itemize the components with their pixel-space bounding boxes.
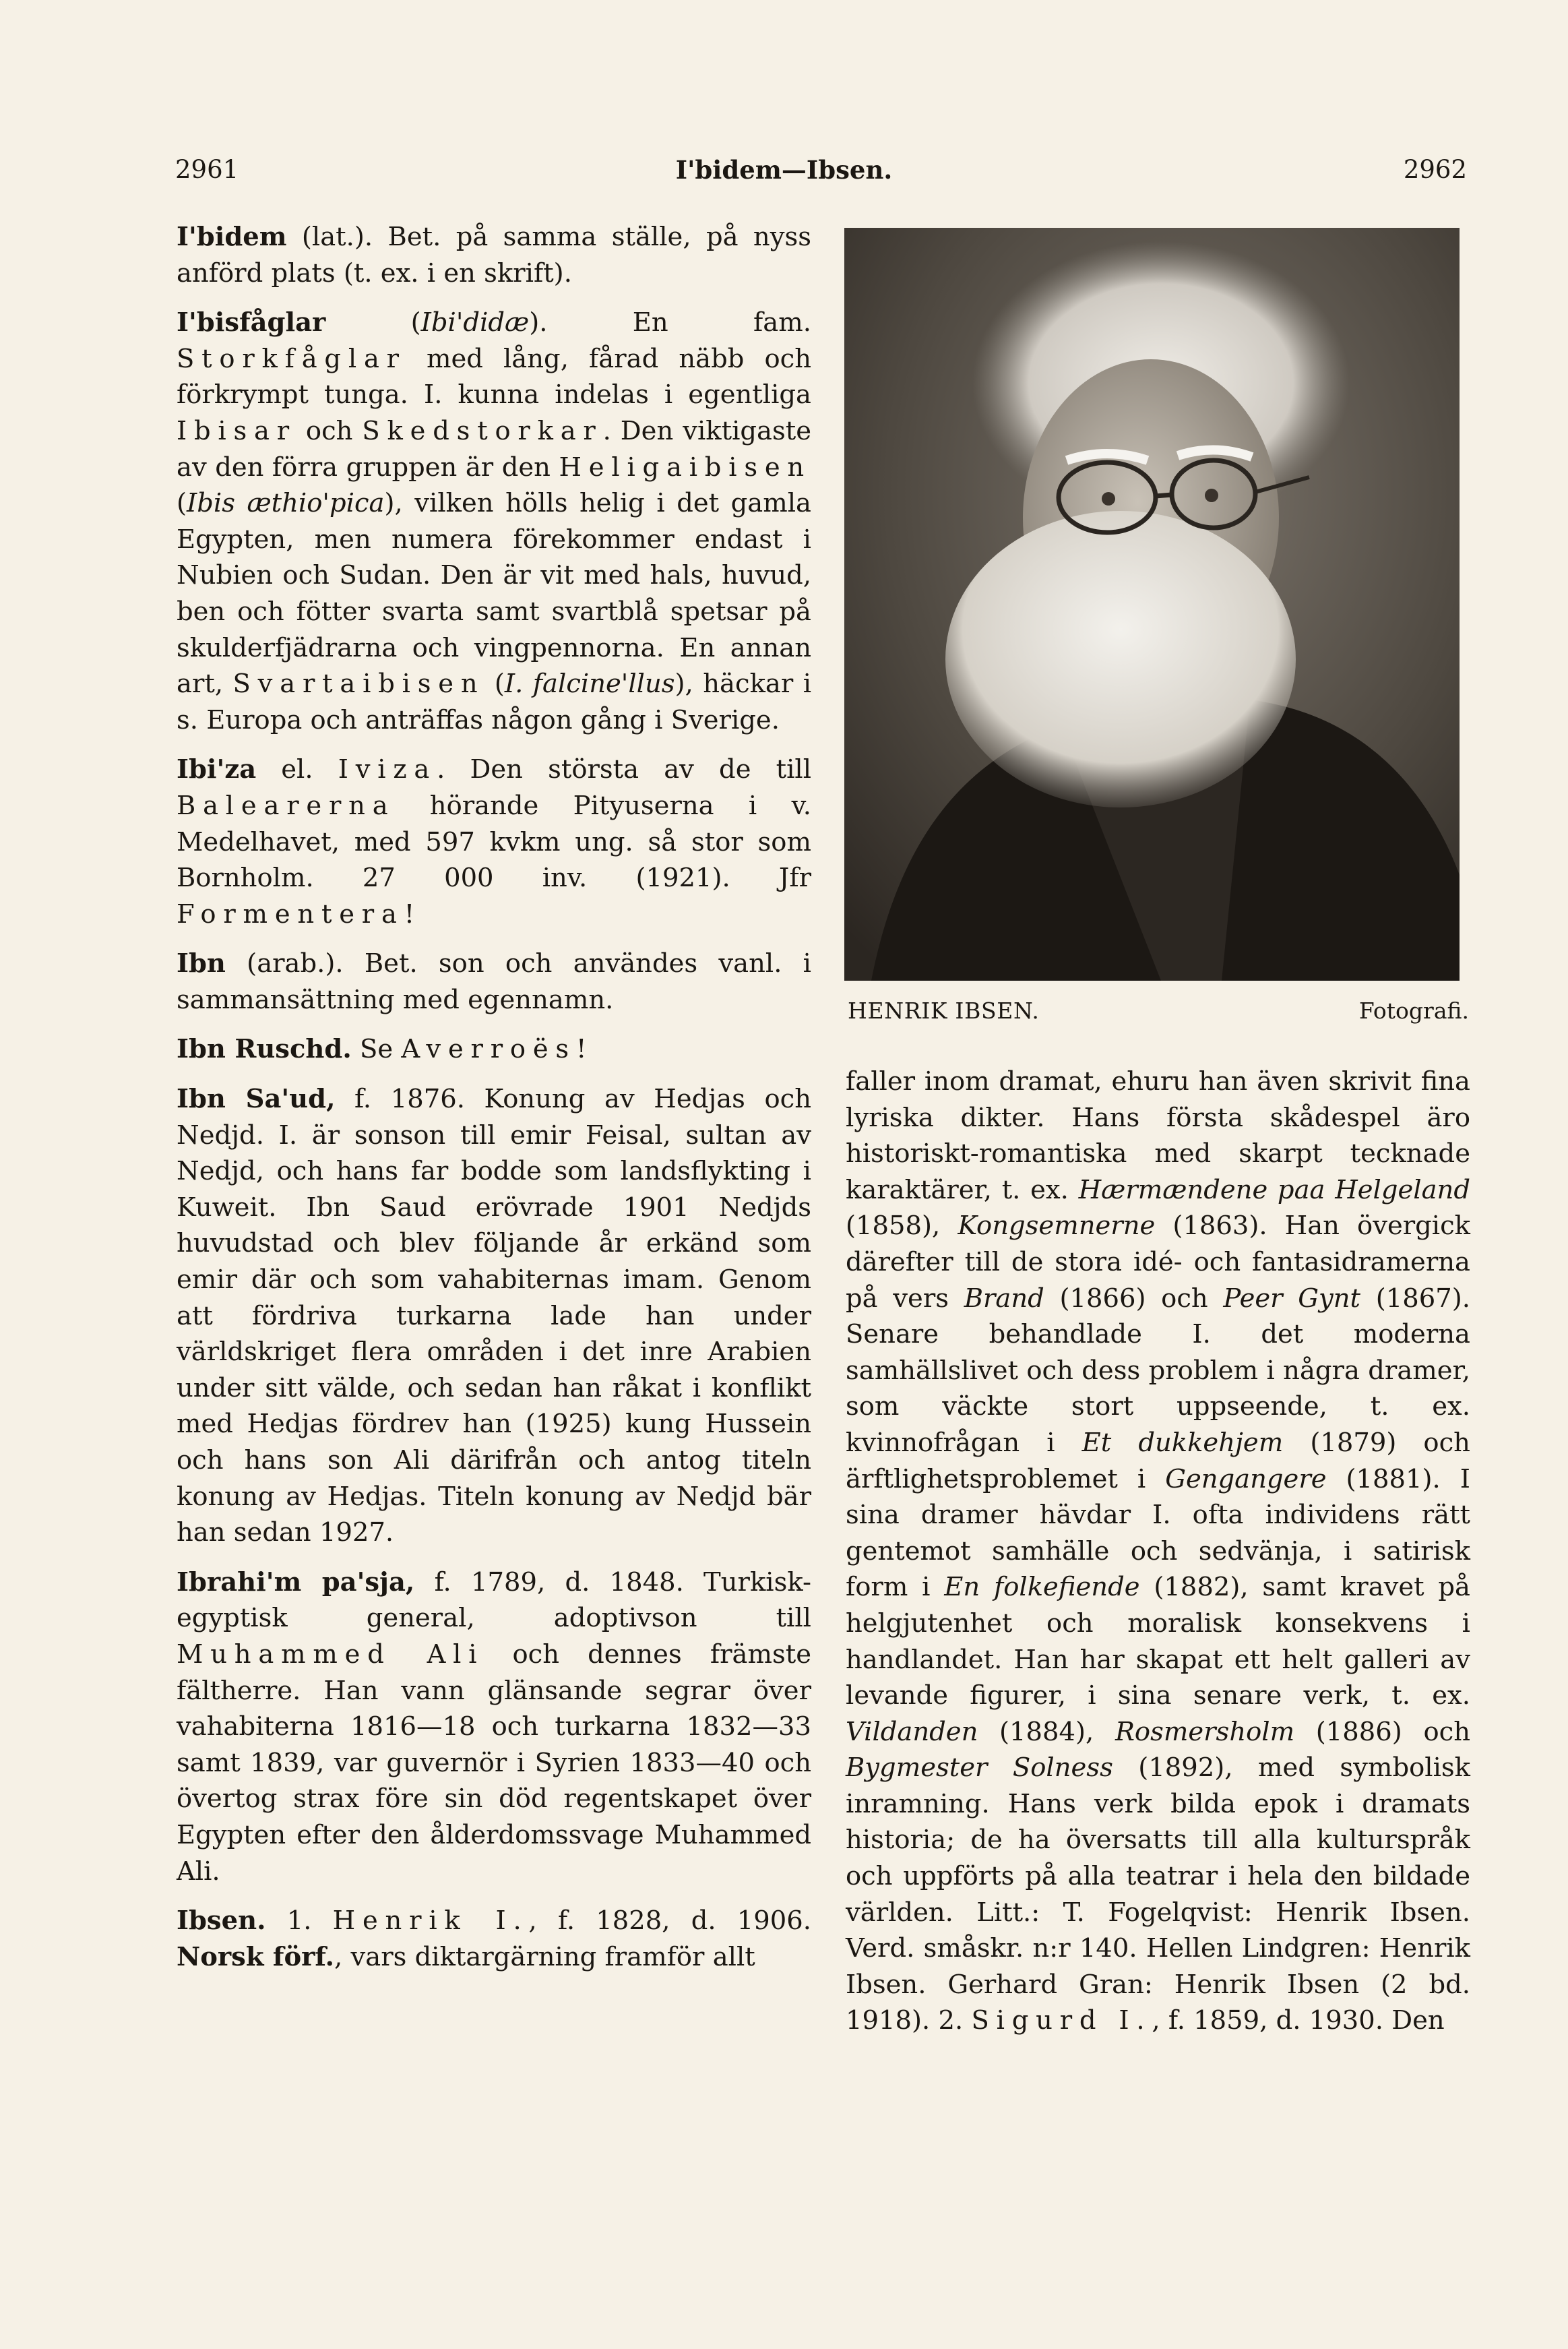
latin-name: Ibi'didæ (420, 307, 530, 338)
left-column (177, 219, 811, 1988)
entry-text: (1881). I sina dramer hävdar I. ofta individens rätt gentemot samhälle och sedvänja, i satirisk form i (846, 1463, 1470, 1603)
spaced-term: Svartaibisen (232, 669, 485, 700)
headword: Ibn Sa'ud, (177, 1084, 336, 1115)
entry-text: , f. 1859, d. 1930. Den (1152, 2005, 1445, 2036)
bold-term: Norsk förf. (177, 1941, 335, 1972)
spaced-term: Averroës (401, 1034, 576, 1065)
entry-ibsen-continued (846, 1064, 1470, 2039)
headword: Ibsen. (177, 1905, 266, 1936)
spaced-term: Heligaibisen (559, 452, 811, 483)
entry-text: och dennes främste fältherre. Han vann glänsande segrar över vahabiterna 1816—18 och turkarna 1832—33 samt 1839, var guvernör i Syrien 1833—40 och övertog strax före sin död regentskapet över Egypten efter den ålderdomssvage Muhammed Ali. (177, 1639, 811, 1887)
headword: Ibn (177, 948, 226, 979)
right-column (846, 1064, 1470, 2052)
entry-text: (1886) och (1294, 1716, 1470, 1747)
entry-text: (1866) och (1044, 1283, 1224, 1314)
work-title: Brand (964, 1283, 1044, 1314)
entry-text: (1867). Senare behandlade I. det moderna samhällslivet och dess problem i några dramer, som väckte stort uppseende, t. ex. kvinnofrågan i (846, 1283, 1470, 1458)
spaced-term: Sigurd I. (971, 2005, 1152, 2036)
entry-text: (1892), med symbolisk inramning. Hans verk bilda epok i dramats historia; de ha översatts till alla kulturspråk och uppförts på alla teatrar i hela den bildade världen. Litt.: T. Fogelqvist: Henrik Ibsen. Verd. småskr. n:r 140. Hellen Lindgren: Henrik Ibsen. Gerhard Gran: Henrik Ibsen (2 bd. 1918). 2. (846, 1752, 1470, 2036)
work-title: Et dukkehjem (1081, 1427, 1284, 1458)
headword: I'bidem (177, 222, 287, 252)
work-title: Vildanden (846, 1716, 978, 1747)
running-title: I'bidem—Ibsen. (675, 155, 893, 185)
entry-ibiza (177, 752, 811, 932)
entry-text: och (296, 415, 363, 446)
entry-ibidem (177, 219, 811, 291)
entry-text: . Den största av de till (437, 754, 812, 785)
entry-text: f. 1876. Konung av Hedjas och Nedjd. I. är sonson till emir Feisal, sultan av Nedjd, och hans far bodde som landsflykting i Kuweit. Ibn Saud erövrade 1901 Nedjds huvudstad och blev följande år erkänd som emir där och som vahabiternas imam. Genom att fördriva turkarna lade han under världskriget flera områden i det inre Arabien under sitt välde, och sedan han råkat i konflikt med Hedjas fördrev han (1925) kung Hussein och hans son Ali därifrån och antog titeln konung av Hedjas. Titeln konung av Nedjd bär han sedan 1927. (177, 1084, 811, 1548)
portrait-image (844, 228, 1460, 981)
headword: I'bisfåglar (177, 307, 326, 338)
entry-text: ! (575, 1034, 587, 1065)
entry-text: f. 1789, d. 1848. Turkisk-egyptisk general, adoptivson till (177, 1566, 811, 1634)
entry-text: (1882), samt kravet på helgjutenhet och moralisk konsekvens i handlandet. Han har skapat ett helt galleri av levande figurer, i sina senare verk, t. ex. (846, 1572, 1470, 1711)
entry-text: med lång, fårad näbb och förkrympt tunga. I. kunna indelas i egentliga (177, 343, 811, 410)
spaced-term: Skedstorkar (362, 415, 603, 446)
entry-text: (1884), (978, 1716, 1115, 1747)
page-number-right: 2962 (1403, 155, 1467, 184)
work-title: En folkefiende (944, 1572, 1140, 1603)
caption-name: HENRIK IBSEN. (848, 998, 1040, 1024)
latin-name: Ibis æthio'pica (187, 488, 385, 519)
entry-ibn (177, 946, 811, 1018)
spaced-term: Storkfåglar (177, 343, 406, 374)
spaced-term: Balearerna (177, 790, 396, 821)
work-title: Gengangere (1165, 1463, 1327, 1494)
entry-text: . Den viktigaste av den förra gruppen är den (177, 415, 811, 483)
work-title: Hærmændene paa Helgeland (1078, 1174, 1470, 1205)
entry-text: , f. 1828, d. 1906. (528, 1905, 811, 1936)
entry-text: el. (256, 754, 338, 785)
entry-ibrahim (177, 1564, 811, 1889)
entry-text: ), vilken hölls helig i det gamla Egypten, men numera förekommer endast i Nubien och Sudan. Den är vit med hals, huvud, ben och fötter svarta samt svartblå spetsar på skulderfjädrarna och vingpennorna. En annan art, (177, 488, 811, 700)
entry-text: (1858), (846, 1211, 958, 1242)
page-header (0, 155, 1568, 195)
page-number-left: 2961 (175, 155, 239, 184)
caption-source: Fotografi. (1358, 998, 1469, 1024)
entry-text: (lat.). Bet. på samma ställe, på nyss anförd plats (t. ex. i en skrift). (177, 222, 811, 288)
headword: Ibn Ruschd. (177, 1034, 352, 1065)
work-title: Peer Gynt (1223, 1283, 1361, 1314)
entry-text: ! (404, 898, 415, 929)
entry-text: ( (177, 488, 187, 519)
spaced-term: Henrik I. (332, 1905, 529, 1936)
work-title: Bygmester Solness (846, 1752, 1113, 1783)
entry-text: hörande Pityuserna i v. Medelhavet, med 597 kvkm ung. så stor som Bornholm. 27 000 inv. (1921). Jfr (177, 790, 811, 894)
spaced-term: Muhammed Ali (177, 1639, 484, 1670)
entry-text: faller inom dramat, ehuru han även skrivit fina lyriska dikter. Hans första skådespel äro historiskt-romantiska med skarpt tecknade karaktärer, t. ex. (846, 1066, 1470, 1205)
entry-text: ( (325, 307, 421, 338)
entry-ibsen (177, 1903, 811, 1975)
entry-text: , vars diktargärning framför allt (334, 1941, 755, 1972)
work-title: Kongsemnerne (958, 1211, 1156, 1242)
entry-text: (arab.). Bet. son och användes vanl. i sammansättning med egennamn. (177, 948, 811, 1015)
entry-text: (1863). Han övergick därefter till de stora idé- och fantasidramerna på vers (846, 1211, 1470, 1314)
entry-text: (1879) och ärftlighetsproblemet i (846, 1427, 1470, 1494)
entry-ibn-ruschd (177, 1031, 811, 1068)
entry-text: Se (351, 1034, 402, 1065)
headword: Ibi'za (177, 754, 257, 785)
spaced-term: Iviza (338, 754, 437, 785)
spaced-term: Ibisar (177, 415, 296, 446)
spaced-term: Formentera (177, 898, 404, 929)
entry-ibn-saud (177, 1081, 811, 1551)
entry-ibisfaglar (177, 305, 811, 738)
entry-text: ), häckar i s. Europa och anträffas någon gång i Sverige. (177, 669, 812, 735)
entry-text: ). En fam. (529, 307, 811, 338)
entry-text: ( (484, 669, 505, 700)
latin-name: I. falcine'llus (504, 669, 675, 700)
photo-caption (846, 998, 1469, 1031)
work-title: Rosmersholm (1115, 1716, 1295, 1747)
entry-text: 1. (265, 1905, 333, 1936)
headword: Ibrahi'm pa'sja, (177, 1566, 415, 1597)
portrait-photo (844, 228, 1460, 981)
